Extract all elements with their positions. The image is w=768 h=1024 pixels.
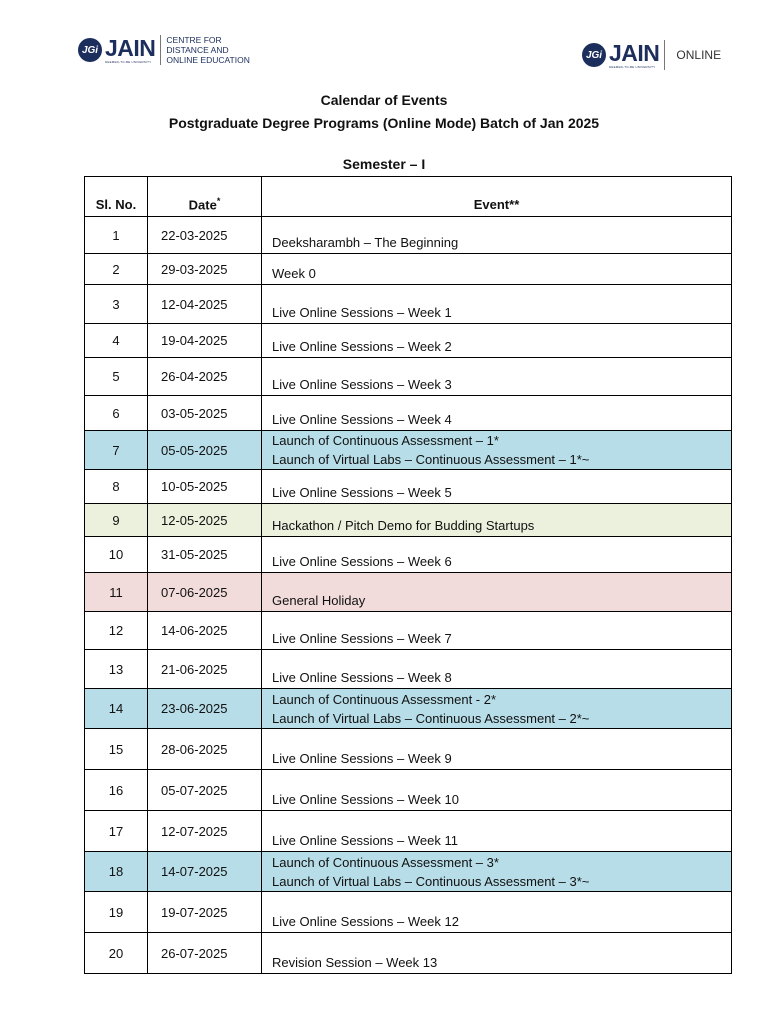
table-row: [85, 431, 732, 470]
cell-event: [262, 933, 732, 974]
cell-sl-no: 16: [85, 770, 148, 811]
jain-wordmark: [105, 34, 156, 64]
table-row: [85, 358, 732, 396]
cell-sl-no: 12: [85, 612, 148, 650]
cell-sl-no: 13: [85, 650, 148, 689]
table-row: [85, 933, 732, 974]
cell-sl-no: 10: [85, 537, 148, 573]
table-row: [85, 217, 732, 254]
cell-event: [262, 217, 732, 254]
event-line: Launch of Continuous Assessment - 2*: [272, 691, 497, 707]
event-line: Week 0: [272, 266, 316, 281]
jgi-badge-icon: JGi: [582, 43, 606, 67]
cell-date: 05-07-2025: [148, 770, 262, 811]
table-row: [85, 504, 732, 537]
event-line: Live Online Sessions – Week 3: [272, 377, 452, 392]
cdoe-line-2: DISTANCE AND: [166, 45, 229, 55]
event-line: Hackathon / Pitch Demo for Budding Startups: [272, 518, 535, 533]
event-line: Launch of Continuous Assessment – 3*: [272, 854, 499, 870]
cell-event: [262, 892, 732, 933]
cell-event: [262, 470, 732, 504]
cell-event: [262, 650, 732, 689]
cell-date: 19-07-2025: [148, 892, 262, 933]
cell-event: [262, 358, 732, 396]
cell-sl-no: 15: [85, 729, 148, 770]
cell-date: 14-07-2025: [148, 852, 262, 892]
cell-event: [262, 504, 732, 537]
cell-sl-no: 1: [85, 217, 148, 254]
cell-event: [262, 254, 732, 285]
cell-date: 26-04-2025: [148, 358, 262, 396]
event-line: Launch of Virtual Labs – Continuous Assessment – 1*~: [272, 452, 590, 467]
table-row: [85, 396, 732, 431]
col-header-event: Event**: [262, 177, 732, 217]
cell-event: [262, 573, 732, 612]
cell-date: 12-07-2025: [148, 811, 262, 852]
event-line: Live Online Sessions – Week 10: [272, 792, 459, 807]
cell-sl-no: 6: [85, 396, 148, 431]
cell-sl-no: 11: [85, 573, 148, 612]
cdoe-line-1: CENTRE FOR: [166, 35, 222, 45]
cell-date: 19-04-2025: [148, 324, 262, 358]
jain-wordmark: [609, 39, 660, 69]
cell-event: [262, 431, 732, 470]
cell-event: [262, 770, 732, 811]
cell-sl-no: 2: [85, 254, 148, 285]
event-line: Launch of Virtual Labs – Continuous Assessment – 2*~: [272, 710, 590, 726]
cdoe-subtitle: [166, 35, 249, 65]
cell-date: 21-06-2025: [148, 650, 262, 689]
cell-sl-no: 20: [85, 933, 148, 974]
table-row: [85, 811, 732, 852]
cell-date: 14-06-2025: [148, 612, 262, 650]
jain-tagline: DEEMED-TO-BE UNIVERSITY: [105, 59, 152, 64]
cell-event: [262, 689, 732, 729]
event-line: Live Online Sessions – Week 1: [272, 305, 452, 320]
table-row: [85, 470, 732, 504]
cell-date: 23-06-2025: [148, 689, 262, 729]
cell-sl-no: 14: [85, 689, 148, 729]
cdoe-line-3: ONLINE EDUCATION: [166, 55, 250, 65]
event-line: Live Online Sessions – Week 11: [272, 833, 458, 848]
cell-sl-no: 9: [85, 504, 148, 537]
cell-event: [262, 396, 732, 431]
event-line: Revision Session – Week 13: [272, 955, 438, 970]
col-header-sl-no: Sl. No.: [85, 177, 148, 217]
table-row: [85, 852, 732, 892]
cell-event: [262, 612, 732, 650]
cell-date: 03-05-2025: [148, 396, 262, 431]
logo-divider: [160, 35, 161, 65]
cell-sl-no: 8: [85, 470, 148, 504]
table-row: [85, 770, 732, 811]
event-line: Launch of Continuous Assessment – 1*: [272, 433, 499, 448]
cell-date: 12-04-2025: [148, 285, 262, 324]
table-header-row: [85, 177, 732, 217]
event-line: Deeksharambh – The Beginning: [272, 235, 459, 250]
table-row: [85, 729, 732, 770]
event-line: Live Online Sessions – Week 12: [272, 914, 459, 929]
cell-sl-no: 3: [85, 285, 148, 324]
cell-event: [262, 285, 732, 324]
event-line: Live Online Sessions – Week 4: [272, 412, 452, 427]
cell-sl-no: 17: [85, 811, 148, 852]
event-line: Live Online Sessions – Week 5: [272, 485, 452, 500]
cell-date: 31-05-2025: [148, 537, 262, 573]
cell-sl-no: 19: [85, 892, 148, 933]
events-table: [84, 176, 732, 974]
jain-brand: JAIN: [105, 34, 156, 61]
cell-event: [262, 852, 732, 892]
event-line: Live Online Sessions – Week 7: [272, 631, 452, 646]
event-line: Live Online Sessions – Week 9: [272, 751, 452, 766]
page-title: Calendar of Events: [320, 92, 448, 108]
jgi-badge-icon: JGi: [78, 38, 102, 62]
jain-tagline: DEEMED-TO-BE UNIVERSITY: [609, 64, 656, 69]
online-label: ONLINE: [676, 48, 722, 62]
table-row: [85, 254, 732, 285]
cell-sl-no: 7: [85, 431, 148, 470]
cell-date: 29-03-2025: [148, 254, 262, 285]
cell-event: [262, 537, 732, 573]
cell-sl-no: 4: [85, 324, 148, 358]
event-line: Live Online Sessions – Week 8: [272, 670, 452, 685]
cell-date: 26-07-2025: [148, 933, 262, 974]
table-row: [85, 324, 732, 358]
table-row: [85, 650, 732, 689]
cell-date: 28-06-2025: [148, 729, 262, 770]
jain-cdoe-logo: [78, 30, 250, 70]
table-row: [85, 892, 732, 933]
col-header-date: Date*: [148, 177, 262, 217]
event-line: Live Online Sessions – Week 2: [272, 339, 452, 354]
table-row: [85, 612, 732, 650]
event-line: Live Online Sessions – Week 6: [272, 554, 452, 569]
table-row: [85, 285, 732, 324]
table-row: [85, 537, 732, 573]
cell-sl-no: 18: [85, 852, 148, 892]
cell-date: 22-03-2025: [148, 217, 262, 254]
cell-date: 12-05-2025: [148, 504, 262, 537]
table-row: [85, 573, 732, 612]
table-row: [85, 689, 732, 729]
cell-date: 10-05-2025: [148, 470, 262, 504]
date-footnote-mark: *: [216, 195, 221, 206]
cell-event: [262, 729, 732, 770]
program-title: Postgraduate Degree Programs (Online Mode) Batch of Jan 2025: [168, 115, 600, 131]
cell-event: [262, 324, 732, 358]
logo-divider: [664, 40, 665, 70]
semester-title: Semester – I: [342, 156, 426, 172]
cell-date: 05-05-2025: [148, 431, 262, 470]
cell-sl-no: 5: [85, 358, 148, 396]
cell-date: 07-06-2025: [148, 573, 262, 612]
jain-brand: JAIN: [609, 39, 660, 66]
jain-online-logo: [582, 40, 721, 70]
cell-event: [262, 811, 732, 852]
event-line: General Holiday: [272, 593, 366, 608]
event-line: Launch of Virtual Labs – Continuous Assessment – 3*~: [272, 873, 590, 889]
